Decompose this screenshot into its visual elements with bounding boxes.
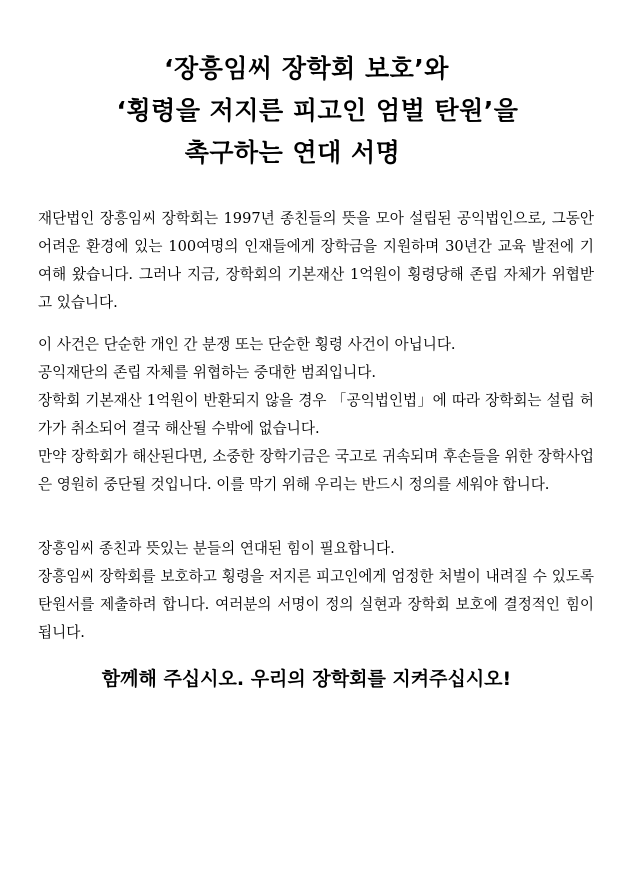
paragraph-line: 공익재단의 존립 자체를 위협하는 중대한 범죄입니다. <box>38 364 376 381</box>
paragraph-line: 만약 장학회가 해산된다면, 소중한 장학기금은 국고로 귀속되며 후손들을 위한 장학사업은 영원히 중단될 것입니다. 이를 막기 위해 우리는 반드시 정의를 세워야 합니다. <box>38 448 594 493</box>
paragraph-text: 재단법인 장흥임씨 장학회는 1997년 종친들의 뜻을 모아 설립된 공익법인으로, 그동안 어려운 환경에 있는 100여명의 인재들에게 장학금을 지원하며 30년간 교육 발전에 기여해 왔습니다. 그러나 지금, 장학회의 기본재산 1억원이 횡령당해 존립 자체가 위협받고 있습니다. <box>38 210 594 311</box>
paragraph-case <box>38 331 594 499</box>
title-line-1: ‘장흥임씨 장학회 보호’와 <box>164 54 449 83</box>
title-line-2: ‘횡령을 저지른 피고인 엄벌 탄원’을 <box>116 96 519 125</box>
paragraph-line: 장흥임씨 장학회를 보호하고 횡령을 저지른 피고인에게 엄정한 처벌이 내려질 수 있도록 탄원서를 제출하려 합니다. 여러분의 서명이 정의 실현과 장학회 보호에 결정적인 힘이 됩니다. <box>38 568 594 641</box>
paragraph-line: 이 사건은 단순한 개인 간 분쟁 또는 단순한 횡령 사건이 아닙니다. <box>38 336 456 353</box>
paragraph-line: 장학회 기본재산 1억원이 반환되지 않을 경우 「공익법인법」에 따라 장학회는 설립 허가가 취소되어 결국 해산될 수밖에 없습니다. <box>38 392 594 437</box>
paragraph-line: 장흥임씨 종친과 뜻있는 분들의 연대된 힘이 필요합니다. <box>38 540 395 557</box>
document-title <box>0 48 627 174</box>
paragraph-appeal <box>38 535 594 647</box>
closing-statement: 함께해 주십시오. 우리의 장학회를 지켜주십시오! <box>101 668 512 690</box>
title-line-3: 촉구하는 연대 서명 <box>184 138 401 167</box>
paragraph-intro <box>38 205 594 317</box>
